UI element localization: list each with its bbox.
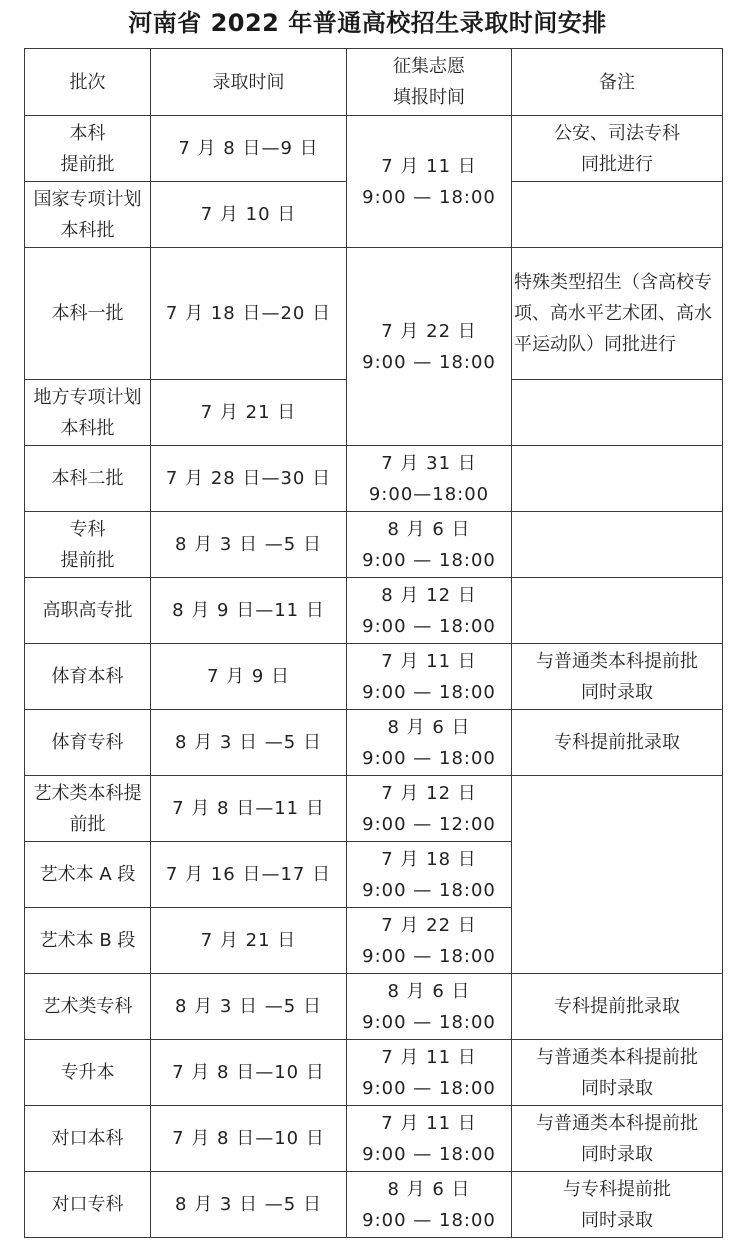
admission-cell: 7 月 21 日 xyxy=(151,908,347,974)
remark-cell xyxy=(512,380,723,446)
solicit-cell: 8 月 12 日 9:00 — 18:00 xyxy=(347,578,512,644)
remark-cell xyxy=(512,446,723,512)
admission-cell: 7 月 28 日—30 日 xyxy=(151,446,347,512)
admission-cell: 7 月 8 日—10 日 xyxy=(151,1106,347,1172)
table-row xyxy=(25,578,723,644)
remark-cell xyxy=(512,512,723,578)
header-batch: 批次 xyxy=(25,49,151,116)
table-row xyxy=(25,116,723,182)
remark-cell: 专科提前批录取 xyxy=(512,710,723,776)
page-title: 河南省 2022 年普通高校招生录取时间安排 xyxy=(128,9,607,37)
admission-cell: 7 月 16 日—17 日 xyxy=(151,842,347,908)
solicit-cell: 7 月 11 日 9:00 — 18:00 xyxy=(347,116,512,248)
remark-cell: 与普通类本科提前批 同时录取 xyxy=(512,1106,723,1172)
remark-cell xyxy=(512,182,723,248)
batch-cell: 艺术本 A 段 xyxy=(25,842,151,908)
admission-cell: 7 月 21 日 xyxy=(151,380,347,446)
batch-cell: 专升本 xyxy=(25,1040,151,1106)
admission-cell: 8 月 3 日 —5 日 xyxy=(151,710,347,776)
remark-cell: 与专科提前批 同时录取 xyxy=(512,1172,723,1238)
admission-cell: 8 月 3 日 —5 日 xyxy=(151,1172,347,1238)
remark-cell: 与普通类本科提前批 同时录取 xyxy=(512,644,723,710)
header-admission-time: 录取时间 xyxy=(151,49,347,116)
header-solicit-time: 征集志愿 填报时间 xyxy=(347,49,512,116)
admission-cell: 8 月 3 日 —5 日 xyxy=(151,974,347,1040)
table-row xyxy=(25,644,723,710)
solicit-cell: 7 月 11 日 9:00 — 18:00 xyxy=(347,1106,512,1172)
admission-cell: 7 月 8 日—11 日 xyxy=(151,776,347,842)
table-row xyxy=(25,1172,723,1238)
table-row xyxy=(25,1106,723,1172)
admission-cell: 7 月 8 日—10 日 xyxy=(151,1040,347,1106)
remark-cell: 公安、司法专科 同批进行 xyxy=(512,116,723,182)
batch-cell: 对口专科 xyxy=(25,1172,151,1238)
batch-cell: 对口本科 xyxy=(25,1106,151,1172)
solicit-cell: 8 月 6 日 9:00 — 18:00 xyxy=(347,512,512,578)
remark-cell xyxy=(512,578,723,644)
table-row xyxy=(25,446,723,512)
table-header-row xyxy=(25,49,723,116)
solicit-cell: 8 月 6 日 9:00 — 18:00 xyxy=(347,710,512,776)
batch-cell: 高职高专批 xyxy=(25,578,151,644)
batch-cell: 艺术类本科提 前批 xyxy=(25,776,151,842)
admission-schedule-table xyxy=(24,48,723,1238)
solicit-cell: 7 月 18 日 9:00 — 18:00 xyxy=(347,842,512,908)
admission-cell: 7 月 8 日—9 日 xyxy=(151,116,347,182)
admission-cell: 7 月 10 日 xyxy=(151,182,347,248)
remark-cell: 专科提前批录取 xyxy=(512,974,723,1040)
solicit-cell: 8 月 6 日 9:00 — 18:00 xyxy=(347,974,512,1040)
remark-cell: 与普通类本科提前批 同时录取 xyxy=(512,1040,723,1106)
batch-cell: 专科 提前批 xyxy=(25,512,151,578)
table-row xyxy=(25,974,723,1040)
batch-cell: 艺术本 B 段 xyxy=(25,908,151,974)
solicit-cell: 7 月 12 日 9:00 — 12:00 xyxy=(347,776,512,842)
admission-cell: 8 月 3 日 —5 日 xyxy=(151,512,347,578)
solicit-cell: 7 月 11 日 9:00 — 18:00 xyxy=(347,1040,512,1106)
table-row xyxy=(25,710,723,776)
batch-cell: 本科 提前批 xyxy=(25,116,151,182)
admission-cell: 7 月 9 日 xyxy=(151,644,347,710)
batch-cell: 本科二批 xyxy=(25,446,151,512)
solicit-cell: 7 月 31 日 9:00—18:00 xyxy=(347,446,512,512)
table-row xyxy=(25,512,723,578)
batch-cell: 艺术类专科 xyxy=(25,974,151,1040)
table-row xyxy=(25,1040,723,1106)
batch-cell: 体育专科 xyxy=(25,710,151,776)
admission-cell: 8 月 9 日—11 日 xyxy=(151,578,347,644)
remark-cell: 特殊类型招生（含高校专项、高水平艺术团、高水平运动队）同批进行 xyxy=(512,248,723,380)
batch-cell: 国家专项计划 本科批 xyxy=(25,182,151,248)
header-remark: 备注 xyxy=(512,49,723,116)
solicit-cell: 7 月 22 日 9:00 — 18:00 xyxy=(347,908,512,974)
solicit-cell: 7 月 22 日 9:00 — 18:00 xyxy=(347,248,512,446)
batch-cell: 地方专项计划 本科批 xyxy=(25,380,151,446)
solicit-cell: 7 月 11 日 9:00 — 18:00 xyxy=(347,644,512,710)
remark-cell-empty xyxy=(512,776,723,974)
admission-cell: 7 月 18 日—20 日 xyxy=(151,248,347,380)
batch-cell: 体育本科 xyxy=(25,644,151,710)
solicit-cell: 8 月 6 日 9:00 — 18:00 xyxy=(347,1172,512,1238)
table-row xyxy=(25,248,723,380)
table-row xyxy=(25,776,723,842)
batch-cell: 本科一批 xyxy=(25,248,151,380)
